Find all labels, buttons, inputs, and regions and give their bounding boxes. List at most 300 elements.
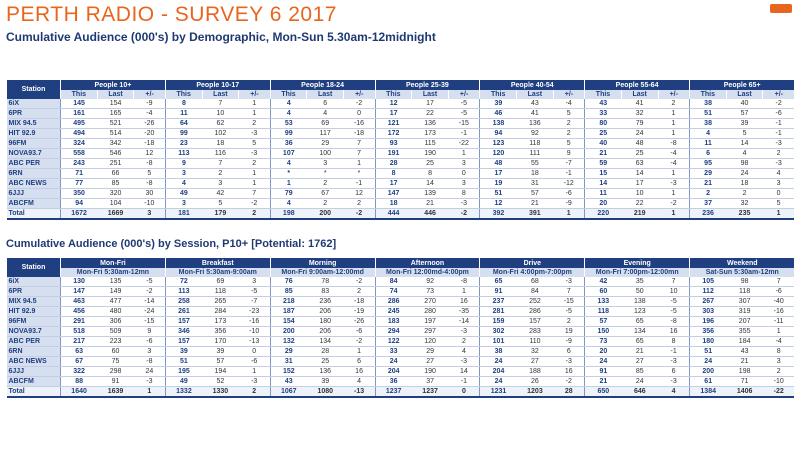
table-cell: 100	[307, 149, 344, 159]
table-cell: -16	[239, 317, 270, 327]
station-name: 6iX	[7, 99, 61, 109]
group-time-header: Mon-Fri 12:00md-4:00pm	[375, 268, 480, 277]
table-cell: 72	[165, 277, 202, 287]
station-name: NOVA93.7	[7, 327, 61, 337]
table-cell: -6	[344, 327, 375, 337]
table-cell: 117	[307, 129, 344, 139]
table-cell: 1	[763, 209, 794, 220]
table-cell: 14	[412, 179, 449, 189]
group-time-header: Mon-Fri 7:00pm-12:00mn	[585, 268, 690, 277]
table-cell: -3	[239, 149, 270, 159]
table-cell: 181	[165, 209, 202, 220]
table-cell: 115	[412, 139, 449, 149]
table-cell: 85	[270, 287, 307, 297]
column-header-change: +/-	[134, 90, 165, 99]
table-cell: 204	[480, 367, 517, 377]
table-cell: -9	[553, 337, 584, 347]
table-cell: 37	[689, 199, 726, 209]
table-cell: 0	[448, 169, 479, 179]
table-cell: 59	[585, 159, 622, 169]
table-cell: 350	[61, 189, 98, 199]
table-cell: 17	[375, 109, 412, 119]
table-cell: 41	[517, 109, 554, 119]
table-cell: 4	[763, 169, 794, 179]
table-cell: -5	[658, 307, 689, 317]
table-cell: -5	[134, 277, 165, 287]
table-cell: 1	[239, 109, 270, 119]
table-cell: 5	[553, 109, 584, 119]
table-cell: 235	[726, 209, 763, 220]
station-name: ABC PER	[7, 337, 61, 347]
table-cell: 355	[726, 327, 763, 337]
table-cell: 7	[553, 287, 584, 297]
table-cell: 1	[658, 169, 689, 179]
table-cell: 17	[621, 179, 658, 189]
table-cell: 152	[270, 367, 307, 377]
table-cell: 73	[585, 337, 622, 347]
table-cell: 173	[202, 317, 239, 327]
table-cell: 14	[585, 179, 622, 189]
station-name: HIT 92.9	[7, 307, 61, 317]
table-cell: -13	[239, 337, 270, 347]
table-cell: *	[344, 169, 375, 179]
table-cell: 270	[412, 297, 449, 307]
group-header: Weekend	[690, 258, 795, 268]
table-cell: 237	[480, 297, 517, 307]
table-cell: 509	[97, 327, 134, 337]
table-cell: 200	[270, 327, 307, 337]
table-cell: 31	[270, 357, 307, 367]
table-cell: 111	[517, 149, 554, 159]
table-cell: 17	[375, 179, 412, 189]
table-cell: 16	[344, 367, 375, 377]
table-cell: 91	[480, 287, 517, 297]
column-header-this: This	[165, 90, 202, 99]
table-cell: 4	[270, 109, 307, 119]
table-cell: 145	[61, 99, 98, 109]
table-cell: 147	[375, 189, 412, 199]
station-name: Total	[7, 209, 61, 220]
table-cell: 12	[375, 99, 412, 109]
table-cell: 283	[517, 327, 554, 337]
table-cell: 118	[726, 287, 763, 297]
demographic-table	[6, 80, 794, 220]
table-cell: 19	[553, 327, 584, 337]
table-cell: 6	[689, 149, 726, 159]
group-time-header: Mon-Fri 9:00am-12:00md	[270, 268, 375, 277]
group-header: People 55-64	[585, 80, 690, 90]
table-cell: 303	[690, 307, 727, 317]
table-cell: 286	[375, 297, 412, 307]
table-cell: 25	[585, 129, 622, 139]
table-cell: 1639	[97, 387, 134, 398]
station-name: 96FM	[7, 317, 61, 327]
table-cell: 1231	[480, 387, 517, 398]
table-cell: 194	[202, 367, 239, 377]
group-time-header: Mon-Fri 5:30am-9:00am	[165, 268, 270, 277]
table-cell: 24	[585, 357, 622, 367]
table-cell: 1237	[375, 387, 412, 398]
table-cell: 3	[307, 159, 344, 169]
table-cell: 38	[480, 347, 517, 357]
table-cell: 31	[517, 179, 554, 189]
table-cell: 251	[97, 159, 134, 169]
table-cell: -4	[658, 159, 689, 169]
table-cell: 39	[307, 377, 344, 387]
table-cell: 0	[448, 387, 479, 398]
table-cell: -22	[763, 387, 794, 398]
table-cell: 7	[202, 159, 239, 169]
table-cell: 69	[307, 119, 344, 129]
table-cell: 218	[270, 297, 307, 307]
column-header-last: Last	[202, 90, 239, 99]
table-cell: -19	[344, 307, 375, 317]
table-cell: 5	[134, 169, 165, 179]
table-cell: 1	[239, 169, 270, 179]
table-cell: 265	[202, 297, 239, 307]
table-row	[7, 99, 795, 109]
table-cell: -7	[553, 159, 584, 169]
table-cell: 65	[621, 337, 658, 347]
table-cell: 2	[239, 159, 270, 169]
table-cell: 191	[375, 149, 412, 159]
table-cell: 51	[480, 189, 517, 199]
table-cell: 2	[344, 287, 375, 297]
table-cell: 302	[480, 327, 517, 337]
table-row	[7, 357, 795, 367]
table-row	[7, 119, 795, 129]
table-cell: 281	[480, 307, 517, 317]
table-cell: -3	[763, 159, 794, 169]
table-cell: 32	[517, 347, 554, 357]
table-cell: 11	[585, 189, 622, 199]
table-cell: 1672	[61, 209, 98, 220]
table-cell: 159	[480, 317, 517, 327]
table-cell: 38	[689, 119, 726, 129]
table-cell: 1384	[690, 387, 727, 398]
table-cell: 51	[165, 357, 202, 367]
table-cell: -3	[763, 139, 794, 149]
table-cell: -13	[344, 387, 375, 398]
table-cell: 84	[375, 277, 412, 287]
table-cell: 8	[448, 189, 479, 199]
table-cell: -15	[553, 297, 584, 307]
table-cell: 39	[202, 347, 239, 357]
table-cell: 57	[202, 357, 239, 367]
table-cell: 21	[412, 199, 449, 209]
table-cell: 120	[412, 337, 449, 347]
table-cell: 324	[61, 139, 98, 149]
table-cell: 20	[585, 199, 622, 209]
page-title: PERTH RADIO - SURVEY 6 2017	[6, 3, 337, 26]
table-cell: -26	[134, 119, 165, 129]
table-cell: 135	[97, 277, 134, 287]
table-cell: 22	[412, 109, 449, 119]
table-row	[7, 377, 795, 387]
station-name: ABC PER	[7, 159, 61, 169]
table-cell: 17	[412, 99, 449, 109]
table-cell: 123	[480, 139, 517, 149]
table-cell: 190	[412, 367, 449, 377]
table-cell: -14	[134, 297, 165, 307]
table-cell: 21	[726, 357, 763, 367]
station-name: HIT 92.9	[7, 129, 61, 139]
table-cell: -15	[134, 317, 165, 327]
table-cell: 122	[375, 337, 412, 347]
table-cell: 206	[307, 327, 344, 337]
table-cell: 92	[412, 277, 449, 287]
table-cell: 2	[307, 199, 344, 209]
column-header-last: Last	[97, 90, 134, 99]
table-cell: 0	[344, 109, 375, 119]
table-cell: 8	[658, 337, 689, 347]
group-time-header: Mon-Fri 4:00pm-7:00pm	[480, 268, 585, 277]
table-cell: 71	[61, 169, 98, 179]
table-cell: 24	[621, 129, 658, 139]
table-cell: 29	[689, 169, 726, 179]
group-header: Drive	[480, 258, 585, 268]
table-cell: 28	[375, 159, 412, 169]
table-cell: 20	[585, 347, 622, 357]
table-cell: 24	[134, 367, 165, 377]
table-cell: 1	[658, 109, 689, 119]
table-cell: 7	[344, 149, 375, 159]
table-cell: -8	[134, 179, 165, 189]
table-cell: 1640	[61, 387, 98, 398]
station-name: MIX 94.5	[7, 297, 61, 307]
table-cell: 346	[165, 327, 202, 337]
station-name: 6PR	[7, 109, 61, 119]
table-cell: 30	[134, 189, 165, 199]
table-cell: 93	[375, 139, 412, 149]
table-cell: 136	[517, 119, 554, 129]
table-cell: 28	[307, 347, 344, 357]
table-cell: 1669	[97, 209, 134, 220]
table-cell: 1080	[307, 387, 344, 398]
table-cell: 21	[585, 377, 622, 387]
table-cell: 391	[517, 209, 554, 220]
table-cell: 180	[690, 337, 727, 347]
table-cell: 98	[726, 277, 763, 287]
table-row	[7, 307, 795, 317]
table-cell: 1	[239, 179, 270, 189]
table-cell: 2	[553, 119, 584, 129]
table-cell: 99	[165, 129, 202, 139]
column-header-change: +/-	[553, 90, 584, 99]
station-name: 96FM	[7, 139, 61, 149]
column-header-station: Station	[7, 258, 61, 277]
column-header-last: Last	[412, 90, 449, 99]
table-cell: 319	[726, 307, 763, 317]
table-cell: -15	[448, 119, 479, 129]
table-cell: 65	[480, 277, 517, 287]
group-header: People 40-54	[480, 80, 585, 90]
table-cell: -5	[658, 297, 689, 307]
table-cell: 477	[97, 297, 134, 307]
table-cell: 267	[690, 297, 727, 307]
table-cell: 198	[270, 209, 307, 220]
table-cell: -6	[763, 109, 794, 119]
table-cell: 219	[621, 209, 658, 220]
table-cell: 1	[239, 367, 270, 377]
table-cell: 23	[165, 139, 202, 149]
table-cell: 3	[202, 179, 239, 189]
table-cell: 3	[448, 159, 479, 169]
table-cell: 41	[621, 99, 658, 109]
table-cell: 1	[658, 209, 689, 220]
table-row	[7, 189, 795, 199]
table-cell: 48	[621, 139, 658, 149]
table-cell: 12	[344, 189, 375, 199]
table-cell: 67	[307, 189, 344, 199]
table-cell: 43	[585, 99, 622, 109]
table-row	[7, 199, 795, 209]
table-cell: 61	[690, 377, 727, 387]
table-cell: -8	[448, 277, 479, 287]
table-cell: 356	[202, 327, 239, 337]
table-cell: 217	[61, 337, 98, 347]
table-cell: 36	[375, 377, 412, 387]
table-cell: 3	[448, 179, 479, 189]
table-cell: -3	[239, 377, 270, 387]
table-cell: -8	[658, 139, 689, 149]
table-cell: 29	[307, 139, 344, 149]
session-table	[6, 258, 794, 398]
table-cell: 6	[344, 357, 375, 367]
table-cell: 12	[134, 149, 165, 159]
table-cell: 63	[61, 347, 98, 357]
table-cell: 2	[344, 199, 375, 209]
table-cell: 57	[517, 189, 554, 199]
table-cell: 1	[344, 347, 375, 357]
table-cell: 48	[480, 159, 517, 169]
table-cell: 236	[689, 209, 726, 220]
table-cell: 4	[726, 149, 763, 159]
table-cell: 2	[202, 169, 239, 179]
column-header-this: This	[61, 90, 98, 99]
table-row	[7, 169, 795, 179]
group-header: People 10+	[61, 80, 166, 90]
table-cell: 0	[239, 347, 270, 357]
table-cell: 139	[412, 189, 449, 199]
table-cell: 154	[270, 317, 307, 327]
table-cell: -4	[763, 337, 794, 347]
table-cell: -8	[658, 317, 689, 327]
group-header: People 10-17	[165, 80, 270, 90]
table-cell: 2	[239, 119, 270, 129]
table-cell: 196	[690, 317, 727, 327]
table-cell: 245	[375, 307, 412, 317]
table-cell: -5	[448, 109, 479, 119]
table-cell: 207	[726, 317, 763, 327]
table-cell: -18	[134, 139, 165, 149]
table-row	[7, 109, 795, 119]
table-cell: 197	[412, 317, 449, 327]
table-cell: 1330	[202, 387, 239, 398]
column-header-this: This	[585, 90, 622, 99]
table-cell: 258	[165, 297, 202, 307]
table-cell: 494	[61, 129, 98, 139]
table-cell: 68	[517, 277, 554, 287]
table-cell: 104	[97, 199, 134, 209]
table-cell: 243	[61, 159, 98, 169]
table-cell: 165	[97, 109, 134, 119]
table-cell: 7	[202, 99, 239, 109]
table-cell: 1237	[412, 387, 449, 398]
table-cell: 40	[585, 139, 622, 149]
table-cell: 16	[553, 367, 584, 377]
column-header-this: This	[689, 90, 726, 99]
column-header-last: Last	[726, 90, 763, 99]
table-cell: 65	[621, 317, 658, 327]
table-cell: 79	[270, 189, 307, 199]
table-cell: 52	[202, 377, 239, 387]
table-cell: 57	[726, 109, 763, 119]
table-cell: 8	[165, 99, 202, 109]
table-cell: 220	[585, 209, 622, 220]
table-cell: 94	[480, 129, 517, 139]
table-cell: 133	[585, 297, 622, 307]
table-cell: 134	[621, 327, 658, 337]
table-cell: 136	[307, 367, 344, 377]
table-cell: 35	[621, 277, 658, 287]
table-cell: 27	[517, 357, 554, 367]
station-name: 6PR	[7, 287, 61, 297]
table-cell: -1	[763, 129, 794, 139]
table-cell: 514	[97, 129, 134, 139]
table-cell: 463	[61, 297, 98, 307]
table-cell: 28	[553, 387, 584, 398]
table-cell: -16	[344, 119, 375, 129]
table-cell: *	[307, 169, 344, 179]
table-cell: -3	[553, 277, 584, 287]
table-cell: 179	[202, 209, 239, 220]
table-cell: 4	[270, 99, 307, 109]
table-cell: -1	[448, 377, 479, 387]
column-header-this: This	[375, 90, 412, 99]
table-cell: -3	[448, 199, 479, 209]
table-cell: 21	[585, 149, 622, 159]
table-cell: 24	[480, 357, 517, 367]
table-cell: 10	[621, 189, 658, 199]
table-cell: 2	[239, 387, 270, 398]
table-cell: 183	[375, 317, 412, 327]
table-cell: 130	[61, 277, 98, 287]
table-cell: 39	[165, 347, 202, 357]
table-cell: 0	[763, 189, 794, 199]
table-cell: 2	[553, 317, 584, 327]
table-cell: 113	[165, 149, 202, 159]
table-cell: 15	[585, 169, 622, 179]
table-cell: 24	[690, 357, 727, 367]
table-cell: 294	[375, 327, 412, 337]
table-cell: 306	[97, 317, 134, 327]
table-cell: 36	[270, 139, 307, 149]
table-cell: 147	[61, 287, 98, 297]
column-header-last: Last	[307, 90, 344, 99]
table-cell: -2	[239, 199, 270, 209]
table-cell: 43	[270, 377, 307, 387]
table-cell: 118	[517, 139, 554, 149]
table-cell: 38	[689, 99, 726, 109]
table-row	[7, 317, 795, 327]
table-cell: -1	[448, 129, 479, 139]
table-row	[7, 367, 795, 377]
table-cell: 16	[448, 297, 479, 307]
table-cell: -2	[763, 99, 794, 109]
table-cell: 78	[307, 277, 344, 287]
table-row	[7, 179, 795, 189]
